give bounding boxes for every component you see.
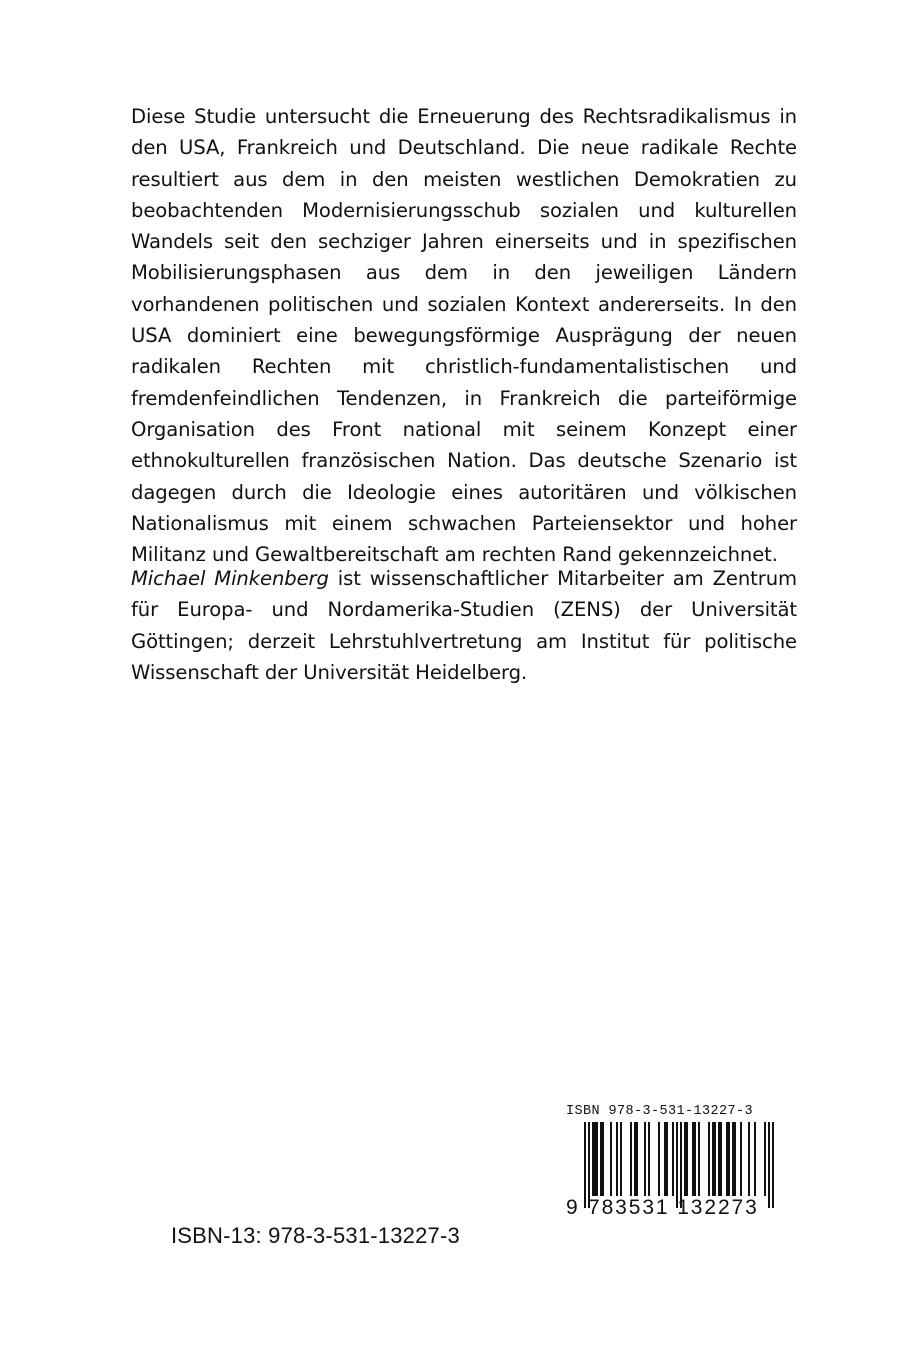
barcode-bar (764, 1122, 766, 1196)
author-name: Michael Minkenberg (131, 567, 329, 590)
barcode-bar (616, 1122, 618, 1196)
barcode-bar (734, 1122, 736, 1196)
barcode-bar (768, 1122, 770, 1208)
abstract-paragraph: Diese Studie untersucht die Erneuerung des Rechtsradikalismus in den USA, Frankreich und Deutschland. Die neue radikale Rechte resultiert aus dem in den meisten westlichen Demokratien zu beobachtenden Modernisierungsschub sozialen und kulturellen Wandels seit den sechziger Jahren einerseits und in spezifischen Mobilisierungsphasen aus dem in den jeweiligen Ländern vorhandenen politischen und sozialen Kontext andererseits. In den USA dominiert eine bewegungsförmige Ausprägung der neuen radikalen Rechten mit christlich-fundamentalistischen und fremdenfeindlichen Tendenzen, in Frankreich die parteiförmige Organisation des Front national mit seinem Konzept einer ethnokulturellen französischen Nation. Das deutsche Szenario ist dagegen durch die Ideologie eines autoritären und völkischen Nationalismus mit einem schwachen Parteiensektor und hoher Militanz und Gewaltbereitschaft am rechten Rand gekennzeichnet. (131, 105, 797, 567)
barcode-bar (698, 1122, 700, 1196)
barcode-bar (610, 1122, 612, 1196)
author-bio (131, 563, 797, 688)
barcode-bar (754, 1122, 756, 1196)
barcode-bar (644, 1122, 646, 1196)
barcode-bar (720, 1122, 722, 1196)
barcode-bar (684, 1122, 686, 1196)
barcode-bar (658, 1122, 660, 1196)
barcode-bar (694, 1122, 696, 1196)
barcode-bar (726, 1122, 728, 1196)
barcode (566, 1104, 786, 1228)
barcode-bar (714, 1122, 716, 1196)
barcode-bar (748, 1122, 750, 1196)
barcode-bar (630, 1122, 632, 1196)
barcode-bar (596, 1122, 598, 1196)
barcode-bar (592, 1122, 594, 1196)
barcode-bar (712, 1122, 714, 1196)
barcode-bar (740, 1122, 742, 1196)
barcode-bar (686, 1122, 688, 1196)
barcode-bar (666, 1122, 668, 1196)
barcode-bar (664, 1122, 666, 1196)
barcode-digits: 783531 132273 (588, 1196, 759, 1219)
barcode-bar (602, 1122, 604, 1196)
barcode-bar (620, 1122, 622, 1196)
isbn-label: ISBN-13: 978-3-531-13227-3 (171, 1223, 460, 1248)
barcode-bar (584, 1122, 586, 1208)
barcode-bar (634, 1122, 636, 1196)
barcode-isbn-text: ISBN 978-3-531-13227-3 (566, 1104, 754, 1119)
barcode-bar (692, 1122, 694, 1196)
barcode-bar (708, 1122, 710, 1196)
barcode-bar (648, 1122, 650, 1196)
barcode-bar (772, 1122, 774, 1208)
barcode-first-digit: 9 (566, 1196, 578, 1219)
barcode-bar (732, 1122, 734, 1196)
author-bio-text: ist wissenschaftlicher Mitarbeiter am Zentrum für Europa- und Nordamerika-Studien (ZENS) der Universität Göttingen; derzeit Lehrstuhlvertretung am Institut für politische Wissenschaft der Universität Heidelberg. (131, 567, 798, 684)
barcode-bar (594, 1122, 596, 1196)
barcode-bar (728, 1122, 730, 1196)
barcode-bar (718, 1122, 720, 1196)
barcode-bar (600, 1122, 602, 1196)
barcode-bar (636, 1122, 638, 1196)
barcode-bar (672, 1122, 674, 1196)
